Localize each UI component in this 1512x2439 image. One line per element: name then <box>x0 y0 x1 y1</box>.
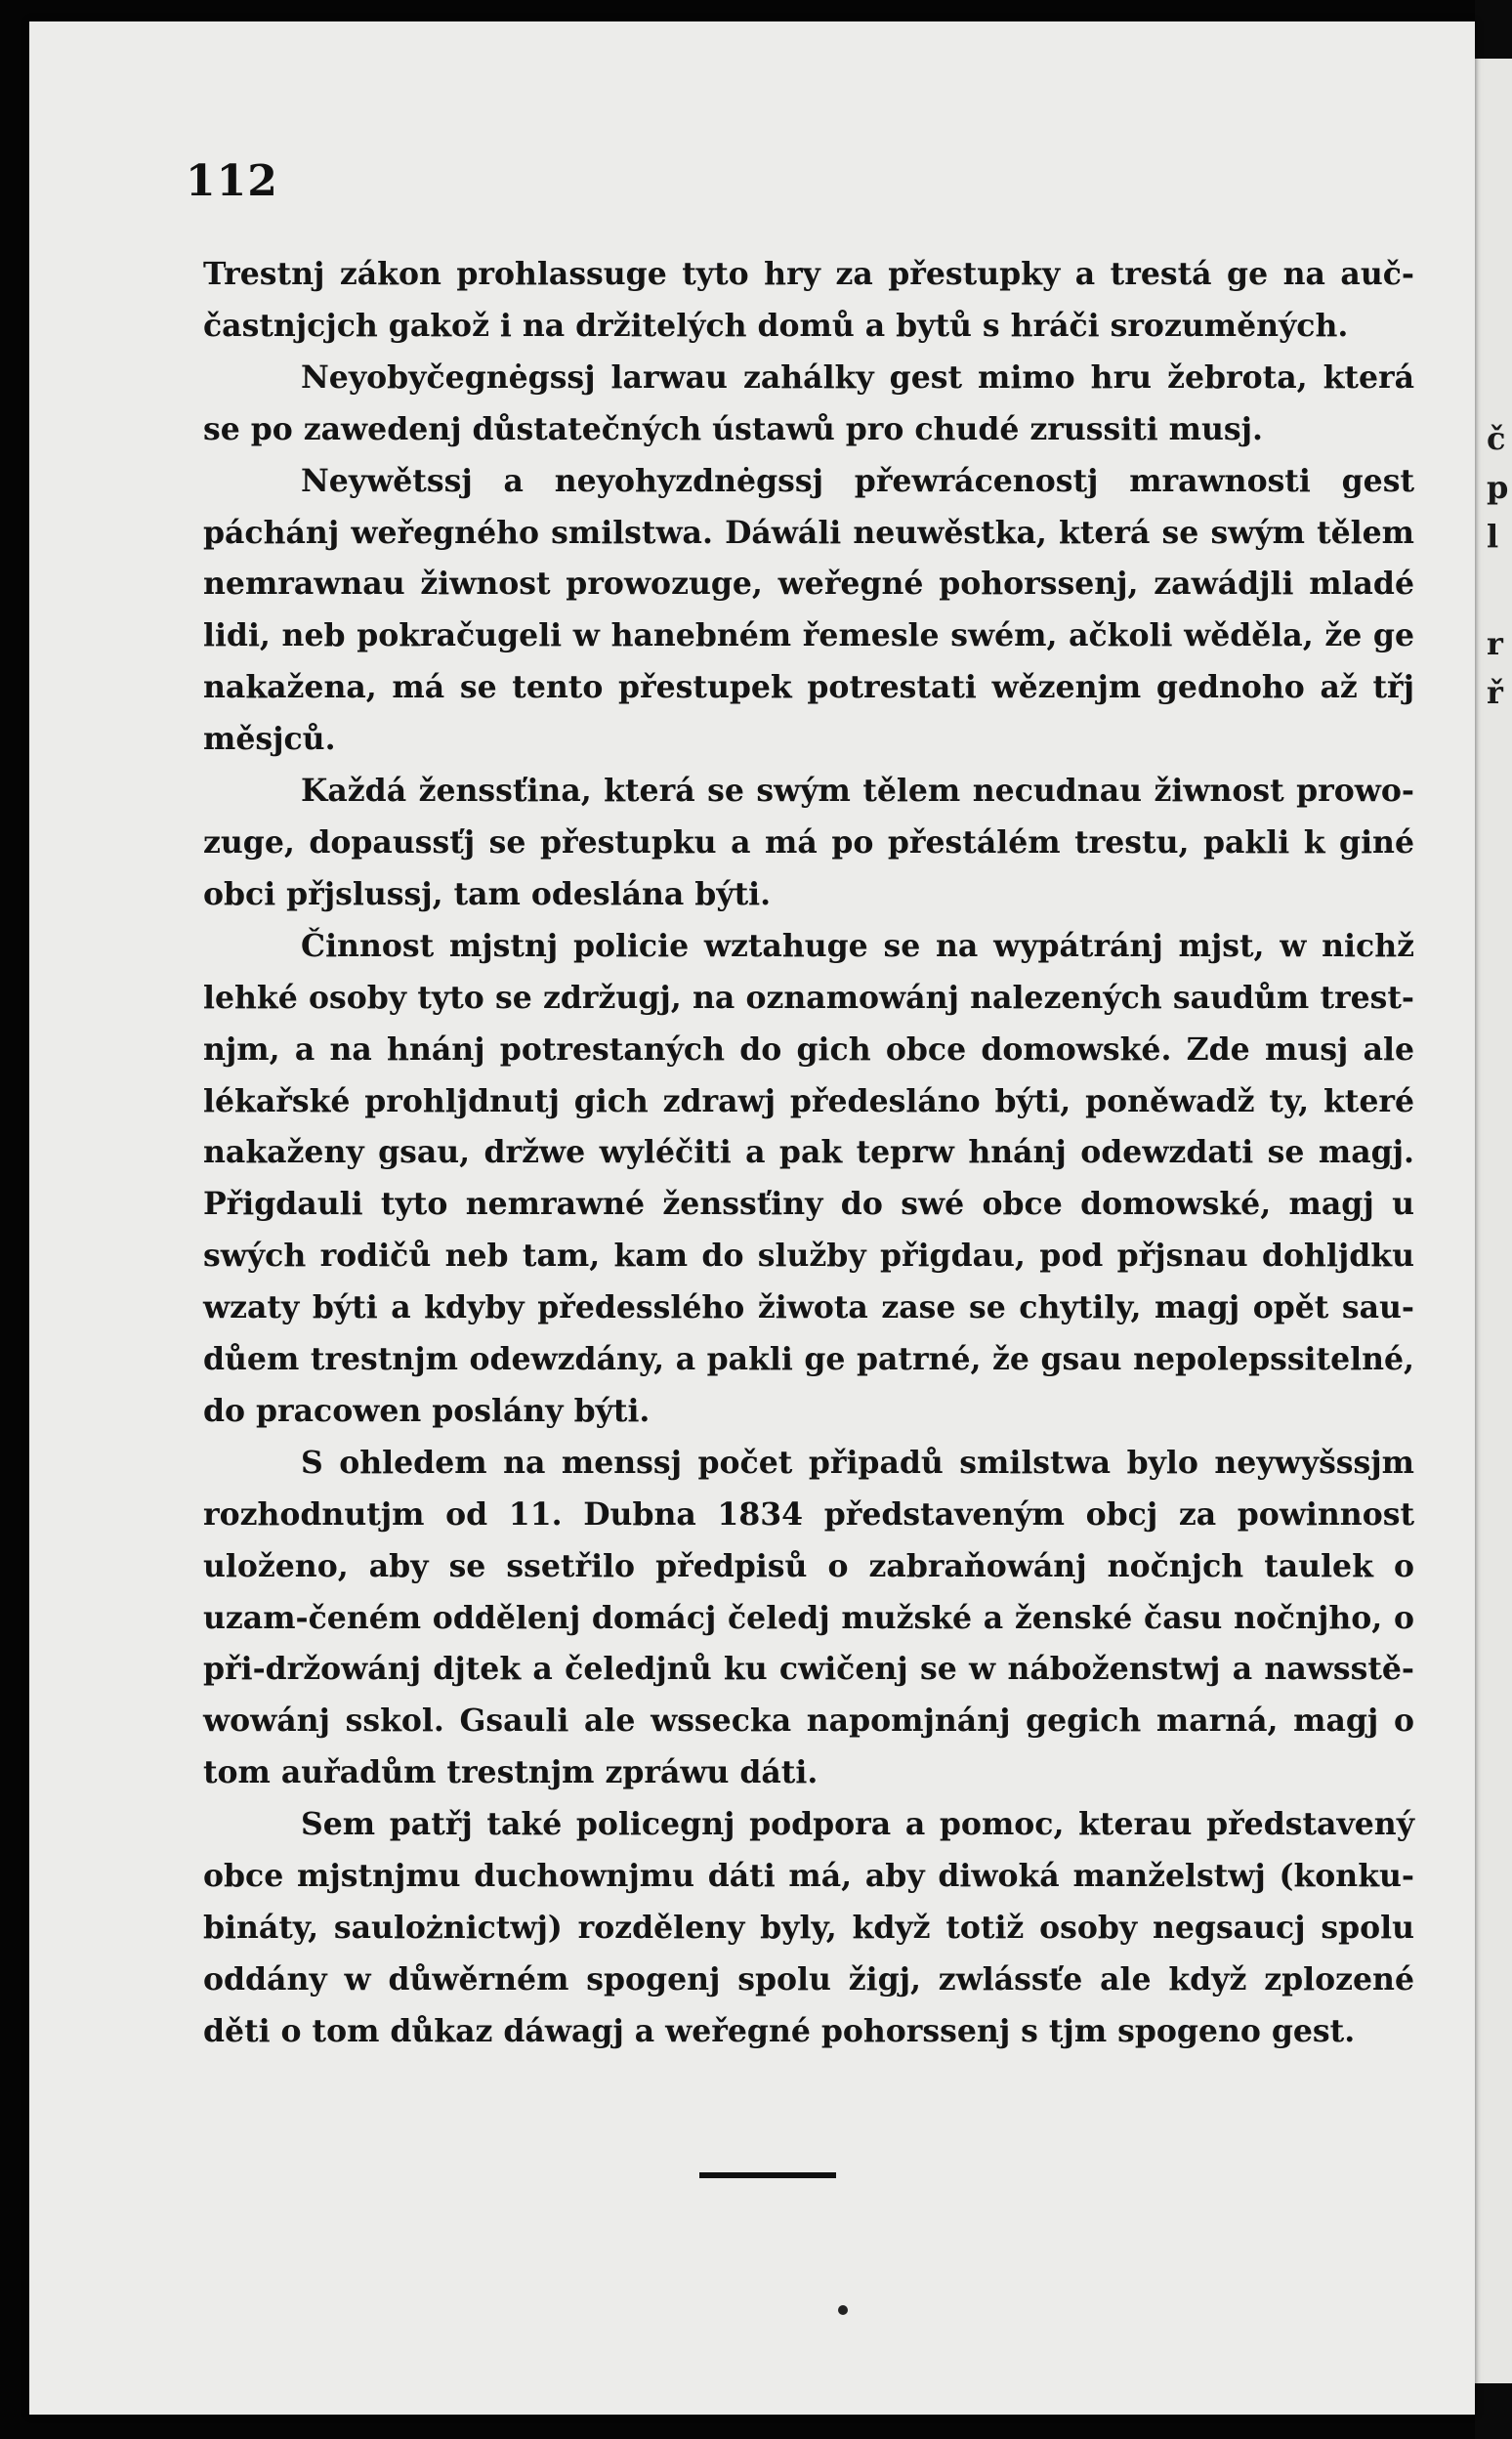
paragraph: Neyobyčegnėgssj larwau zahálky gest mimo hru žebrota, která se po zawedenj důstatečných ústawů pro chudé zrussiti musj. <box>203 358 1414 447</box>
adjacent-page-glyph: p <box>1487 469 1509 506</box>
paragraph: Každá ženssťina, která se swým tělem necudnau žiwnost prowo-zuge, dopaussťj se přestupku a má po přestálém trestu, pakli k giné obci přjslussj, tam odeslána býti. <box>203 773 1414 912</box>
adjacent-page-glyph: r <box>1487 625 1503 662</box>
section-divider <box>699 2172 836 2178</box>
adjacent-page <box>1475 59 1512 2383</box>
paragraph: S ohledem na menssj počet připadů smilstwa bylo neywyšssjm rozhodnutjm od 11. Dubna 1834 představeným obcj za powinnost uloženo, aby se ssetřilo předpisů o zabraňowánj nočnjch taulek o uzam-čeném oddělenj domácj čeledj mužské a ženské času nočnjho, o při-držowánj djtek a čeledjnů ku cwičenj se w náboženstwj a nawsstě-wowánj sskol. Gsauli ale wssecka napomjnánj gegich marná, magj o tom auřadům trestnjm zpráwu dáti. <box>203 1444 1414 1791</box>
adjacent-page-glyph: ř <box>1487 674 1503 711</box>
page-body <box>203 249 1414 2058</box>
paragraph: Činnost mjstnj policie wztahuge se na wypátránj mjst, w nichž lehké osoby tyto se zdržugj, na oznamowánj nalezených saudům trest-njm, a na hnánj potrestaných do gich obce domowské. Zde musj ale lékařské prohljdnutj gich zdrawj předesláno býti, poněwadž ty, které nakaženy gsau, držwe wyléčiti a pak teprw hnánj odewzdati se magj. Přigdauli tyto nemrawné ženssťiny do swé obce domowské, magj u swých rodičů neb tam, kam do služby přigdau, pod přjsnau dohljdku wzaty býti a kdyby předesslého žiwota zase se chytily, magj opět sau-důem trestnjm odewzdány, a pakli ge patrné, že gsau nepolepssitelné, do pracowen poslány býti. <box>203 927 1414 1429</box>
paragraph: Neywětssj a neyohyzdnėgssj přewrácenostj mrawnosti gest páchánj weřegného smilstwa. Dáwáli neuwěstka, která se swým tělem nemrawnau žiwnost prowozuge, weřegné pohorssenj, zawádjli mladé lidi, neb pokračugeli w hanebném řemesle swém, ačkoli wěděla, že ge nakažena, má se tento přestupek potrestati wězenjm gednoho až třj měsjců. <box>203 462 1414 758</box>
adjacent-page-glyph: l <box>1487 518 1499 555</box>
ink-dot <box>838 2305 848 2315</box>
adjacent-page-glyph: č <box>1487 420 1506 457</box>
paragraph: Sem patřj také policegnj podpora a pomoc, kterau představený obce mjstnjmu duchownjmu dáti má, aby diwoká manželstwj (konku-bináty, saulożnictwj) rozděleny byly, když totiž osoby negsaucj spolu oddány w důwěrném spogenj spolu žigj, zwlássťe ale když zplozené děti o tom důkaz dáwagj a weřegné pohorssenj s tjm spogeno gest. <box>203 1806 1414 2049</box>
page-number: 112 <box>186 156 278 206</box>
paragraph: Trestnj zákon prohlassuge tyto hry za přestupky a trestá ge na auč-častnjcjch gakož i na držitelých domů a bytů s hráči srozuměných. <box>203 256 1414 344</box>
